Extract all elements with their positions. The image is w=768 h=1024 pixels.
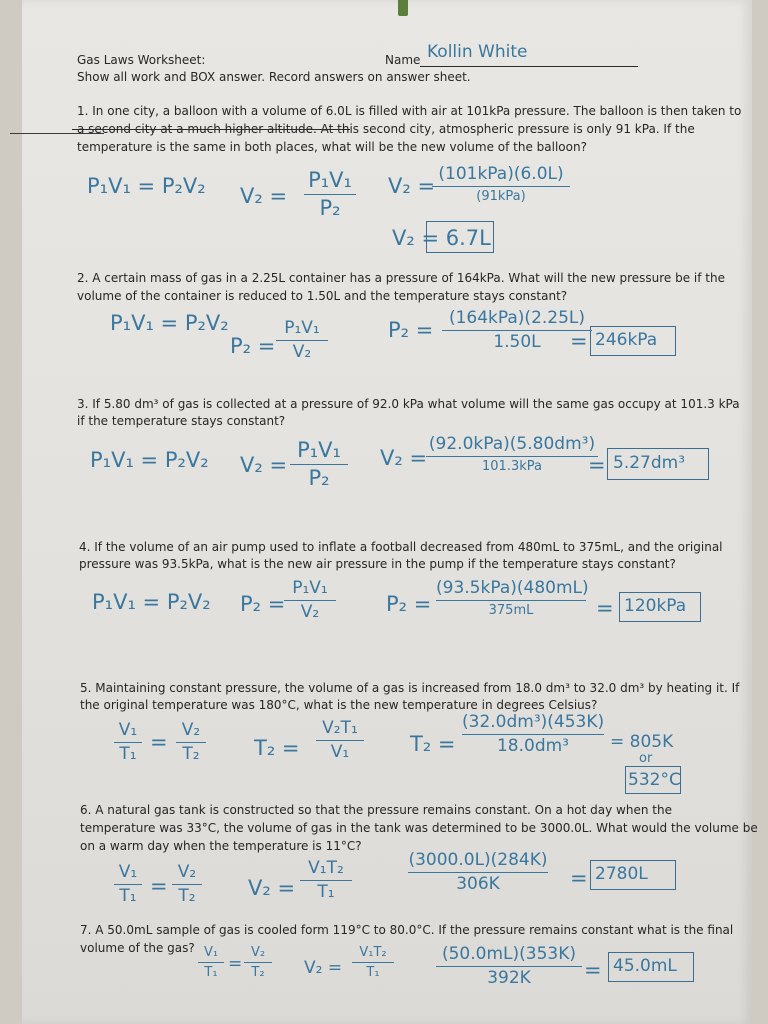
problem-4-line-2: pressure was 93.5kPa, what is the new air pressure in the pump if the temperature stays constant?: [79, 557, 676, 571]
p2-law: P₁V₁ = P₂V₂: [110, 311, 229, 335]
problem-2-line-1: 2. A certain mass of gas in a 2.25L container has a pressure of 164kPa. What will the new pressure be if the: [77, 271, 725, 285]
p6-sub-fraction: (3000.0L)(284K) 306K: [408, 850, 548, 894]
p5-sub-fraction: (32.0dm³)(453K) 18.0dm³: [462, 712, 605, 756]
worksheet-page: [22, 0, 758, 1024]
p7-solve-fraction: V₁T₂ T₁: [352, 946, 394, 979]
p2-solve-fraction: P₁V₁ V₂: [276, 320, 328, 361]
p4-sub-lhs: P₂ =: [386, 592, 432, 616]
p3-equals: =: [588, 453, 606, 477]
p4-equals: =: [596, 596, 614, 620]
p1-law: P₁V₁ = P₂V₂: [87, 174, 206, 198]
problem-3-line-1: 3. If 5.80 dm³ of gas is collected at a pressure of 92.0 kPa what volume will the same gas occupy at 101.3 kPa: [77, 397, 740, 411]
p3-sub-lhs: V₂ =: [380, 446, 428, 470]
p1-sub-lhs: V₂ =: [388, 174, 436, 198]
p4-solve-fraction: P₁V₁ V₂: [284, 580, 336, 621]
p7-law-right: V₂ T₂: [244, 946, 272, 979]
problem-2-line-2: volume of the container is reduced to 1.50L and the temperature stays constant?: [77, 289, 568, 303]
problem-1-line-1: 1. In one city, a balloon with a volume of 6.0L is filled with air at 101kPa pressure. The balloon is then taken to: [77, 104, 742, 118]
p1-solve-fraction: P₁V₁ P₂: [304, 170, 356, 219]
problem-7-line-2: volume of the gas?: [80, 941, 195, 955]
p2-equals: =: [570, 329, 588, 353]
problem-3-line-2: if the temperature stays constant?: [77, 414, 286, 428]
p6-solve-fraction: V₁T₂ T₁: [300, 860, 352, 901]
p6-solve-lhs: V₂ =: [248, 876, 296, 900]
p5-or: or: [639, 751, 653, 766]
p7-law-equals: =: [228, 954, 243, 974]
p5-answer: 532°C: [628, 770, 681, 790]
p3-answer: 5.27dm³: [613, 453, 686, 473]
p2-solve-lhs: P₂ =: [230, 334, 276, 358]
problem-6-line-1: 6. A natural gas tank is constructed so that the pressure remains constant. On a hot day when the: [80, 803, 672, 817]
stray-rule: [10, 133, 104, 134]
p2-sub-fraction: (164kPa)(2.25L) 1.50L: [442, 310, 592, 351]
p4-answer: 120kPa: [624, 596, 687, 616]
p2-answer: 246kPa: [595, 330, 658, 350]
p3-law: P₁V₁ = P₂V₂: [90, 448, 209, 472]
p1-sub-fraction: (101kPa)(6.0L) (91kPa): [432, 166, 570, 203]
problem-6-line-2: temperature was 33°C, the volume of gas in the tank was determined to be 3000.0L. What would the volume be: [80, 821, 758, 835]
instructions: Show all work and BOX answer. Record answers on answer sheet.: [77, 70, 471, 84]
problem-1-line-3: temperature is the same in both places, what will be the new volume of the balloon?: [77, 140, 587, 154]
p5-solve-lhs: T₂ =: [254, 736, 300, 760]
p7-answer: 45.0mL: [613, 956, 677, 976]
p1-answer: V₂ = 6.7L: [392, 226, 491, 250]
problem-4-line-1: 4. If the volume of an air pump used to inflate a football decreased from 480mL to 375mL, and the original: [79, 540, 723, 554]
p6-equals: =: [570, 866, 588, 890]
p6-law-equals: =: [150, 874, 168, 898]
p4-solve-lhs: P₂ =: [240, 592, 286, 616]
p7-sub-fraction: (50.0mL)(353K) 392K: [436, 946, 582, 987]
p7-equals: =: [584, 958, 602, 982]
p1-solve-lhs: V₂ =: [240, 184, 288, 208]
p5-law-right: V₂ T₂: [176, 722, 206, 763]
p2-sub-lhs: P₂ =: [388, 318, 434, 342]
p5-sub-lhs: T₂ =: [410, 732, 456, 756]
p3-solve-lhs: V₂ =: [240, 453, 288, 477]
p4-sub-fraction: (93.5kPa)(480mL) 375mL: [436, 578, 589, 618]
p5-solve-fraction: V₂T₁ V₁: [316, 720, 364, 761]
p3-sub-fraction: (92.0kPa)(5.80dm³) 101.3kPa: [426, 436, 598, 473]
name-label: Name: [385, 53, 421, 67]
problem-7-line-1: 7. A 50.0mL sample of gas is cooled form 119°C to 80.0°C. If the pressure remains constant what is the final: [80, 923, 734, 937]
p6-law-left: V₁ T₁: [114, 864, 142, 905]
problem-1-line-2: a second city at a much higher altitude. At this second city, atmospheric pressure is only 91 kPa. If the: [77, 122, 695, 136]
problem-5-line-2: the original temperature was 180°C, what is the new temperature in degrees Celsius?: [80, 698, 598, 712]
strikethrough-line: [72, 129, 350, 130]
worksheet-title: Gas Laws Worksheet:: [77, 53, 206, 67]
p3-solve-fraction: P₁V₁ P₂: [290, 440, 348, 489]
p7-solve-lhs: V₂ =: [304, 958, 343, 978]
p6-answer: 2780L: [595, 864, 648, 884]
problem-6-line-3: on a warm day when the temperature is 11°C?: [80, 839, 362, 853]
p1-answer-box: [426, 221, 494, 253]
problem-5-line-1: 5. Maintaining constant pressure, the volume of a gas is increased from 18.0 dm³ to 32.0 dm³ by heating it. If: [80, 681, 740, 695]
p6-law-right: V₂ T₂: [172, 864, 202, 905]
student-name: Kollin White: [427, 42, 528, 62]
name-underline: [420, 66, 638, 67]
p5-result-kelvin: = 805K: [610, 732, 674, 752]
p5-law-left: V₁ T₁: [114, 722, 142, 763]
paper-clip: [398, 0, 408, 16]
p5-law-equals: =: [150, 730, 168, 754]
p7-law-left: V₁ T₁: [198, 946, 224, 979]
p4-law: P₁V₁ = P₂V₂: [92, 590, 211, 614]
